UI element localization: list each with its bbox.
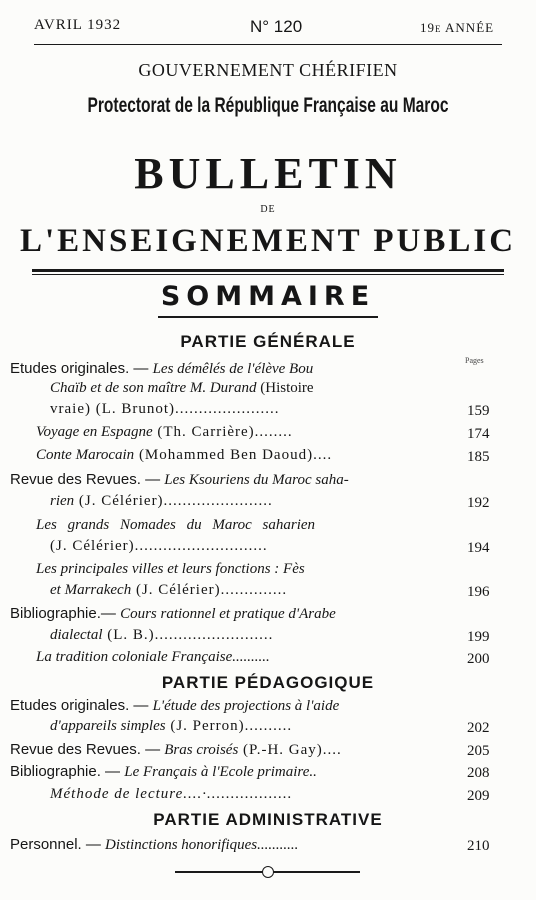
header-rule: [34, 44, 502, 45]
toc-entry: [0, 718, 536, 740]
summary-title: SOMMAIRE: [160, 281, 376, 312]
toc-entry: [0, 836, 536, 858]
entry-page: 196: [467, 584, 490, 600]
entry-heading: Etudes originales. —: [10, 697, 153, 714]
closing-ornament-icon: [262, 866, 274, 878]
toc-entry: [0, 493, 536, 515]
masthead-rule-thin: [32, 274, 504, 275]
issue-number: N° 120: [250, 17, 303, 36]
entry-title: Cours rationnel et pratique d'Arabe: [120, 606, 336, 622]
section-heading-administrative: PARTIE ADMINISTRATIVE: [153, 810, 383, 829]
toc-entry: [0, 517, 536, 539]
toc-entry: [0, 582, 536, 604]
toc-entry: [0, 627, 536, 649]
section-heading-generale: PARTIE GÉNÉRALE: [180, 332, 356, 351]
toc-entry: [0, 649, 536, 671]
entry-title: Les Ksouriens du Maroc saha-: [164, 472, 349, 488]
toc-entry: [0, 786, 536, 808]
toc-entry: [0, 360, 536, 382]
government-line: GOUVERNEMENT CHÉRIFIEN: [138, 60, 398, 80]
entry-title: Chaïb et de son maître M. Durand: [50, 380, 257, 396]
entry-page: 192: [467, 495, 490, 511]
toc-entry: [0, 380, 536, 402]
entry-title: Les principales villes et leurs fonctions : Fès: [36, 561, 305, 577]
protectorate-line: Protectorat de la République Française au Maroc: [87, 94, 449, 117]
masthead-rule-thick: [32, 269, 504, 272]
entry-title: (J. Célérier)............................: [50, 538, 268, 554]
pages-column-label: Pages: [465, 356, 484, 365]
entry-heading: Bibliographie.—: [10, 605, 121, 622]
enseignement-title: L'ENSEIGNEMENT PUBLIC: [19, 223, 517, 259]
entry-page: 208: [467, 765, 490, 781]
entry-heading: Revue des Revues. —: [10, 741, 165, 758]
summary-title-rule: [158, 316, 378, 318]
entry-page: 202: [467, 720, 490, 736]
entry-page: 174: [467, 426, 490, 442]
entry-title: Voyage en Espagne: [36, 424, 153, 440]
entry-title: L'étude des projections à l'aide: [152, 698, 340, 714]
entry-page: 194: [467, 540, 490, 556]
entry-title: Bras croisés: [164, 742, 239, 758]
entry-page: 205: [467, 743, 490, 759]
entry-page: 185: [467, 449, 490, 465]
toc-entry: [0, 447, 536, 469]
toc-entry: [0, 697, 536, 719]
toc-entry: [0, 471, 536, 493]
toc-entry: [0, 561, 536, 583]
section-heading-pedagogique: PARTIE PÉDAGOGIQUE: [161, 673, 375, 692]
entry-author: (Mohammed Ben Daoud)....: [134, 447, 333, 463]
toc-entry: [0, 401, 536, 423]
issue-date: AVRIL 1932: [34, 17, 122, 33]
entry-page: 199: [467, 629, 490, 645]
bulletin-title: BULLETIN: [134, 149, 402, 198]
entry-author: (Histoire: [256, 380, 314, 396]
entry-page: 159: [467, 403, 490, 419]
entry-title: rien: [50, 493, 75, 509]
entry-heading: Etudes originales. —: [10, 360, 153, 377]
toc-entry: [0, 605, 536, 627]
entry-title: Le Français à l'Ecole primaire..: [124, 764, 317, 780]
entry-title: Conte Marocain: [36, 447, 135, 463]
entry-author: (J. Perron)..........: [165, 718, 293, 734]
entry-page: 210: [467, 838, 490, 854]
entry-author: (J. Célérier).......................: [74, 493, 273, 509]
entry-title: Les grands Nomades du Maroc saharien: [36, 517, 316, 533]
entry-title: Les démêlés de l'élève Bou: [152, 361, 314, 377]
entry-author: (L. B.).........................: [102, 627, 274, 643]
toc-entry: [0, 763, 536, 785]
de-connector: DE: [260, 204, 276, 215]
entry-title: et Marrakech: [50, 582, 132, 598]
entry-title: dialectal: [50, 627, 103, 643]
entry-title: vraie) (L. Brunot)......................: [50, 401, 280, 417]
toc-entry: [0, 424, 536, 446]
entry-title: Distinctions honorifiques...........: [105, 837, 299, 853]
entry-heading: Revue des Revues. —: [10, 471, 165, 488]
entry-heading: Personnel. —: [10, 836, 106, 853]
entry-title: d'appareils simples: [50, 718, 166, 734]
toc-entry: [0, 741, 536, 763]
entry-author: (Th. Carrière)........: [152, 424, 293, 440]
entry-author: (P.-H. Gay)....: [238, 742, 342, 758]
entry-author: (J. Célérier)..............: [131, 582, 288, 598]
toc-entry: [0, 538, 536, 560]
entry-page: 209: [467, 788, 490, 804]
issue-year: 19e ANNÉE: [420, 20, 495, 35]
entry-heading: Bibliographie. —: [10, 763, 125, 780]
entry-title: Méthode de lecture....·..................: [50, 786, 293, 802]
entry-title: La tradition coloniale Française..........: [36, 649, 270, 665]
entry-page: 200: [467, 651, 490, 667]
